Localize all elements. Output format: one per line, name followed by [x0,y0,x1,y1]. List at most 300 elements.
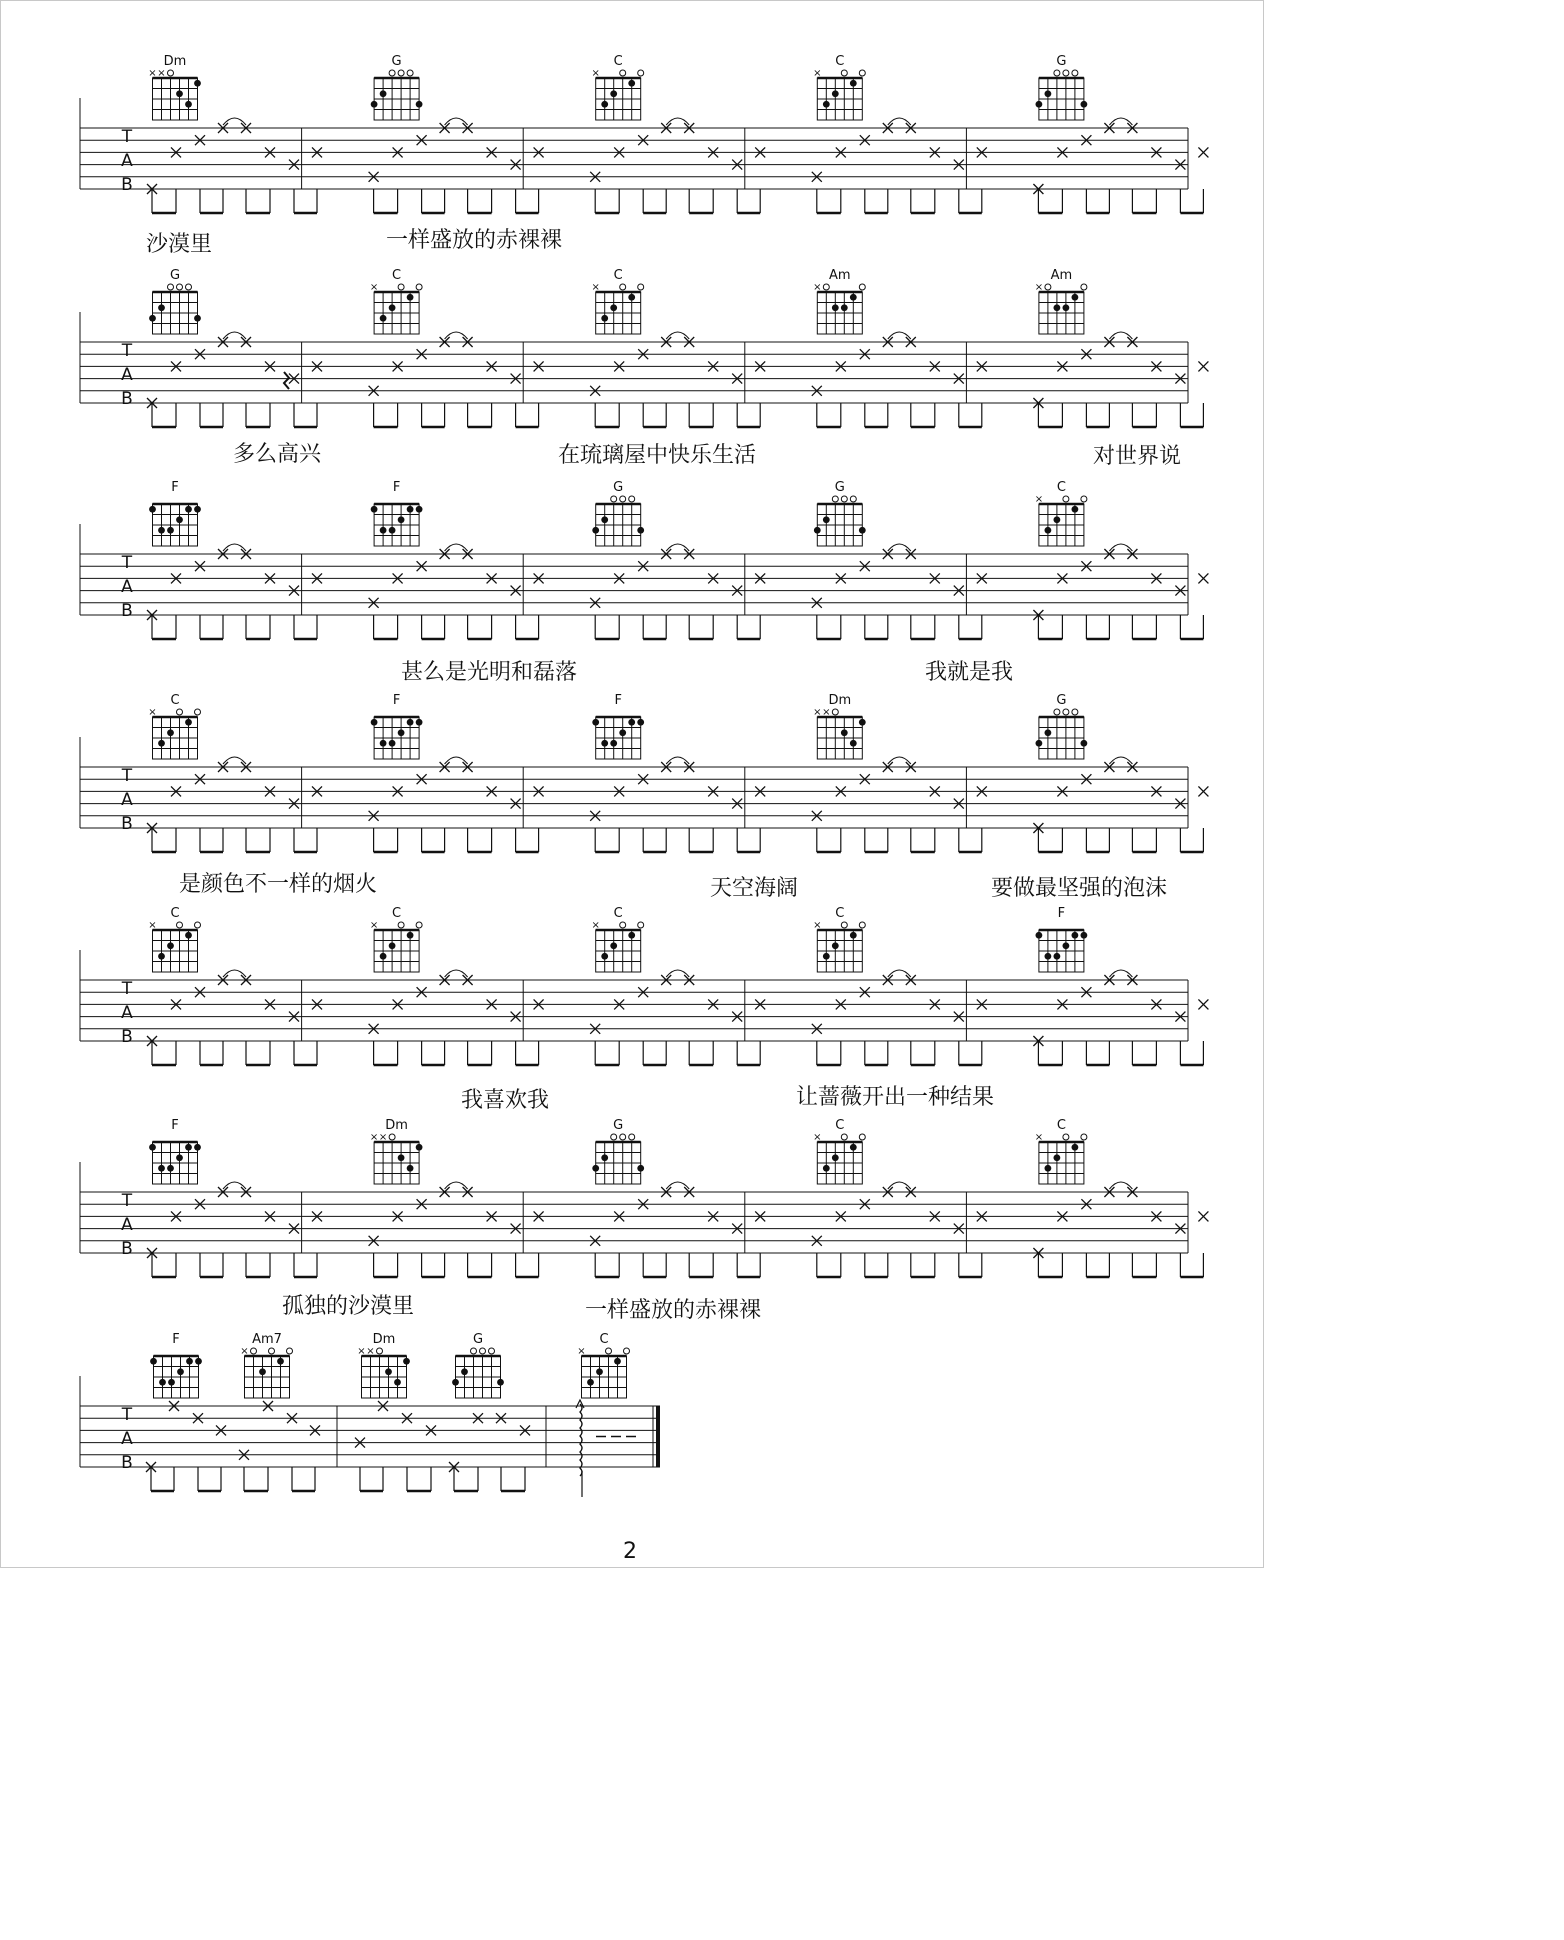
chord-diagram-f [149,1118,201,1184]
finger-dot [1081,932,1088,939]
mute-mark: × [378,1132,388,1143]
finger-dot [637,1165,644,1172]
finger-dot [452,1379,459,1386]
open-mark [1045,284,1051,290]
finger-dot [628,932,635,939]
finger-dot [1036,740,1043,747]
finger-dot [407,294,414,301]
lyric: 对世界说 [1093,444,1182,469]
finger-dot [416,719,423,726]
measure [147,970,322,1065]
lyric: 让蔷薇开出一种结果 [796,1085,995,1110]
chord-name: F [1057,906,1066,921]
finger-dot [195,1358,202,1365]
finger-dot [185,932,192,939]
mute-mark: × [1034,494,1044,505]
measure [590,757,765,852]
open-mark [168,284,174,290]
finger-dot [185,1144,192,1151]
chord-diagram-c [577,1332,629,1398]
lyric: 天空海阔 [710,876,799,901]
finger-dot [407,1165,414,1172]
measure [812,757,987,852]
finger-dot [371,101,378,108]
finger-dot [1081,740,1088,747]
chord-diagram-f [1036,906,1088,972]
finger-dot [610,304,617,311]
measure [1033,970,1208,1065]
tab-clef-letter: A [121,577,133,597]
mute-mark: × [369,920,379,931]
finger-dot [389,527,396,534]
measure [369,757,544,852]
finger-dot [177,1368,184,1375]
finger-dot [398,516,405,523]
tab-clef-letter: B [121,175,133,195]
chord-diagram-c [148,906,200,972]
measure [812,544,987,639]
open-mark [1072,70,1078,76]
chord-name: Dm [828,693,852,708]
finger-dot [380,527,387,534]
chord-name: Dm [163,54,187,69]
finger-dot [614,1358,621,1365]
chord-name: F [171,480,179,495]
open-mark [177,284,183,290]
finger-dot [158,740,165,747]
open-mark [841,70,847,76]
open-mark [620,70,626,76]
finger-dot [637,527,644,534]
finger-dot [398,1154,405,1161]
finger-dot [389,304,396,311]
finger-dot [194,80,201,87]
open-mark [859,284,865,290]
chord-diagram-g [1036,54,1088,120]
open-mark [398,922,404,928]
finger-dot [416,101,423,108]
chord-diagram-c [813,1118,865,1184]
finger-dot [167,729,174,736]
measure [590,332,765,427]
open-mark [620,496,626,502]
finger-dot [619,729,626,736]
lyric: 沙漠里 [146,232,213,257]
open-mark [859,922,865,928]
mute-mark: × [813,920,822,931]
mute-mark: × [148,707,157,718]
chord-diagram-g [592,1118,644,1184]
measure [147,544,322,639]
finger-dot [601,953,608,960]
finger-dot [592,719,599,726]
finger-dot [1054,1154,1061,1161]
finger-dot [587,1379,594,1386]
mute-mark: × [813,282,822,293]
open-mark [1072,709,1078,715]
measure [590,970,765,1065]
finger-dot [850,80,857,87]
finger-dot [185,719,192,726]
chord-diagram-c [370,906,422,972]
finger-dot [149,506,156,513]
finger-dot [823,516,830,523]
measure [147,118,322,213]
chord-diagram-c [592,268,644,334]
chord-diagram-am7 [240,1332,292,1398]
open-mark [638,70,644,76]
tab-clef-letter: T [121,979,133,999]
finger-dot [841,304,848,311]
open-mark [620,922,626,928]
chord-name: C [1056,1118,1066,1133]
chord-name: F [614,693,622,708]
chord-diagram-c [813,906,865,972]
open-mark [389,70,395,76]
chord-name: G [834,480,845,495]
measure [1033,757,1208,852]
open-mark [168,70,174,76]
measure [812,118,987,213]
mute-mark: × [813,707,822,718]
finger-dot [1072,294,1079,301]
open-mark [1063,496,1069,502]
mute-mark: × [369,1132,379,1143]
finger-dot [407,932,414,939]
quarter-rest [284,372,289,389]
lyric: 孤独的沙漠里 [282,1294,415,1319]
chord-diagram-dm [370,1118,423,1184]
measure [812,970,987,1065]
finger-dot [1072,1144,1079,1151]
chord-diagram-f [371,480,423,546]
finger-dot [601,740,608,747]
finger-dot [628,294,635,301]
chord-diagram-am [1035,268,1087,334]
finger-dot [832,304,839,311]
chord-diagram-g [1036,693,1088,759]
finger-dot [277,1358,284,1365]
chord-diagram-f [592,693,644,759]
chord-name: C [599,1332,609,1347]
arpeggio [576,1400,641,1497]
finger-dot [1054,953,1061,960]
mute-mark: × [822,707,831,718]
chord-name: C [613,54,623,69]
tab-clef-letter: T [121,341,133,361]
finger-dot [394,1379,401,1386]
tab-clef-letter: A [121,1003,133,1023]
finger-dot [1045,953,1052,960]
finger-dot [1072,932,1079,939]
chord-diagram-g [592,480,644,546]
open-mark [606,1348,612,1354]
mute-mark: × [148,920,157,931]
open-mark [480,1348,486,1354]
mute-mark: × [1034,282,1044,293]
measure [590,118,765,213]
measure [146,1401,530,1491]
finger-dot [601,516,608,523]
finger-dot [385,1368,392,1375]
chord-diagram-f [371,693,423,759]
finger-dot [832,942,839,949]
mute-mark: × [369,282,379,293]
chord-diagram-g [371,54,423,120]
finger-dot [823,101,830,108]
chord-diagram-c [592,906,644,972]
finger-dot [416,506,423,513]
open-mark [832,496,838,502]
chord-diagram-g [149,268,201,334]
tab-clef-letter: B [121,1239,133,1259]
finger-dot [158,953,165,960]
finger-dot [1063,304,1070,311]
finger-dot [1045,729,1052,736]
finger-dot [1054,516,1061,523]
open-mark [841,922,847,928]
lyric: 多么高兴 [233,442,322,467]
finger-dot [610,90,617,97]
chord-name: F [172,1332,180,1347]
open-mark [377,1348,383,1354]
open-mark [1081,284,1087,290]
open-mark [832,709,838,715]
finger-dot [841,729,848,736]
open-mark [195,922,201,928]
measure [590,544,765,639]
finger-dot [601,1154,608,1161]
open-mark [629,496,635,502]
open-mark [471,1348,477,1354]
chord-diagram-c [148,693,200,759]
chord-name: C [835,54,845,69]
open-mark [611,1134,617,1140]
lyric: 是颜色不一样的烟火 [179,872,378,897]
finger-dot [398,729,405,736]
finger-dot [194,1144,201,1151]
chord-name: G [472,1332,484,1347]
chord-name: C [392,906,402,921]
lyric: 一样盛放的赤裸裸 [585,1298,762,1323]
finger-dot [407,506,414,513]
mute-mark: × [591,282,600,293]
tab-clef-letter: T [121,766,133,786]
finger-dot [628,80,635,87]
mute-mark: × [148,68,157,79]
chord-name: Am [1050,268,1073,283]
finger-dot [823,953,830,960]
finger-dot [601,315,608,322]
finger-dot [823,1165,830,1172]
chord-diagram-am [813,268,865,334]
open-mark [195,709,201,715]
measure [369,544,544,639]
finger-dot [1054,304,1061,311]
chord-diagram-dm [813,693,866,759]
tab-clef-letter: B [121,814,133,834]
chord-name: F [392,693,401,708]
finger-dot [403,1358,410,1365]
measure [147,332,322,427]
finger-dot [176,1154,183,1161]
chord-name: C [835,1118,845,1133]
open-mark [823,284,829,290]
finger-dot [259,1368,266,1375]
mute-mark: × [1034,1132,1044,1143]
finger-dot [185,101,192,108]
finger-dot [194,315,201,322]
open-mark [389,1134,395,1140]
finger-dot [167,942,174,949]
finger-dot [158,527,165,534]
finger-dot [371,506,378,513]
finger-dot [149,315,156,322]
open-mark [489,1348,495,1354]
measure [812,1182,987,1277]
chord-diagram-dm [357,1332,410,1398]
finger-dot [380,315,387,322]
chord-name: C [613,906,623,921]
measure [1033,1182,1208,1277]
finger-dot [149,1144,156,1151]
tab-clef-letter: B [121,1453,133,1473]
open-mark [1081,1134,1087,1140]
open-mark [1054,709,1060,715]
open-mark [859,1134,865,1140]
mute-mark: × [813,1132,822,1143]
lyric: 一样盛放的赤裸裸 [386,228,563,253]
chord-name: C [170,693,180,708]
tab-clef-letter: A [121,1429,133,1449]
chord-diagram-c [592,54,644,120]
chord-name: F [171,1118,179,1133]
chord-name: Dm [372,1332,396,1347]
chord-name: G [1056,693,1067,708]
finger-dot [194,506,201,513]
open-mark [287,1348,293,1354]
chord-name: C [835,906,845,921]
finger-dot [158,1165,165,1172]
finger-dot [1045,90,1052,97]
finger-dot [859,527,866,534]
tab-clef-letter: T [121,1191,133,1211]
chord-diagram-f [149,480,201,546]
finger-dot [150,1358,157,1365]
chord-diagram-c [1035,480,1087,546]
finger-dot [1081,101,1088,108]
finger-dot [416,1144,423,1151]
measure [812,332,987,427]
finger-dot [389,740,396,747]
finger-dot [850,294,857,301]
finger-dot [814,527,821,534]
finger-dot [176,90,183,97]
page-number: 2 [623,1539,637,1564]
mute-mark: × [813,68,822,79]
lyric: 甚么是光明和磊落 [401,660,578,685]
finger-dot [380,90,387,97]
measure [147,1182,322,1277]
chord-name: C [170,906,180,921]
lyric: 我喜欢我 [461,1088,550,1113]
open-mark [186,284,192,290]
measure [1033,332,1208,427]
open-mark [1063,70,1069,76]
finger-dot [1036,932,1043,939]
open-mark [1063,1134,1069,1140]
finger-dot [610,942,617,949]
measure [1033,118,1208,213]
chord-name: G [391,54,402,69]
open-mark [638,284,644,290]
measure [369,332,544,427]
open-mark [1081,496,1087,502]
open-mark [841,496,847,502]
finger-dot [601,101,608,108]
open-mark [620,1134,626,1140]
finger-dot [592,1165,599,1172]
tab-clef-letter: B [121,601,133,621]
chord-diagram-dm [148,54,201,120]
measure [1033,544,1208,639]
chord-name: G [613,480,624,495]
finger-dot [380,953,387,960]
open-mark [1054,70,1060,76]
mute-mark: × [591,920,600,931]
mute-mark: × [157,68,166,79]
finger-dot [637,719,644,726]
finger-dot [859,719,866,726]
open-mark [251,1348,257,1354]
measure [369,118,544,213]
measure [369,970,544,1065]
finger-dot [1045,527,1052,534]
open-mark [177,709,183,715]
measure [369,1182,544,1277]
chord-name: Am [829,268,851,283]
open-mark [416,284,422,290]
finger-dot [461,1368,468,1375]
finger-dot [371,719,378,726]
chord-name: C [1056,480,1066,495]
chord-name: G [1056,54,1067,69]
tab-clef-letter: B [121,389,133,409]
finger-dot [380,740,387,747]
tab-clef-letter: T [121,127,133,147]
finger-dot [850,932,857,939]
open-mark [1063,709,1069,715]
tab-clef-letter: A [121,1215,133,1235]
chord-name: Am7 [252,1332,282,1347]
open-mark [841,1134,847,1140]
finger-dot [832,90,839,97]
open-mark [398,284,404,290]
chord-name: C [392,268,402,283]
open-mark [611,496,617,502]
mute-mark: × [577,1346,586,1357]
finger-dot [596,1368,603,1375]
arpeggio-line [580,1404,582,1476]
mute-mark: × [240,1346,249,1357]
finger-dot [1036,101,1043,108]
finger-dot [592,527,599,534]
finger-dot [1063,942,1070,949]
chord-diagram-c [1035,1118,1087,1184]
finger-dot [167,1165,174,1172]
open-mark [398,70,404,76]
open-mark [620,284,626,290]
